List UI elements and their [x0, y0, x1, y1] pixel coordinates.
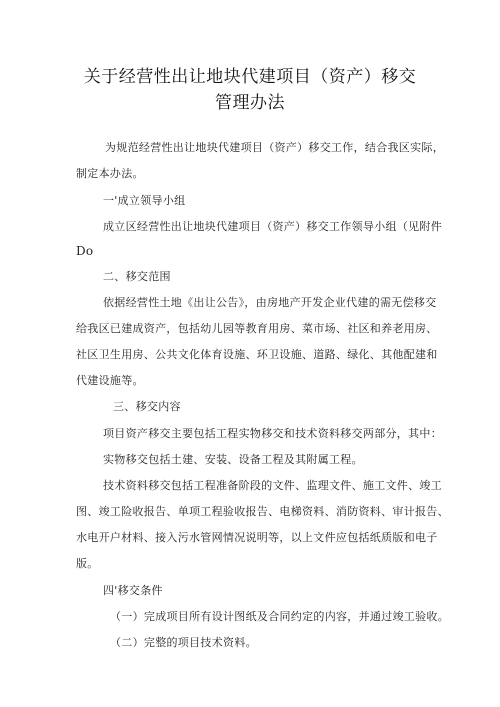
body-line-05: 依据经营性土地《出让公告》，由房地产开发企业代建的需无偿移交	[103, 296, 437, 309]
section-heading-1: 一'成立领导小组	[103, 194, 186, 207]
document-title-line2: 管理办法	[215, 93, 285, 113]
body-line-01: 为规范经营性出让地块代建项目（资产）移交工作，结合我区实际，	[105, 141, 444, 154]
body-line-06: 给我区已建成资产，包括幼儿园等教育用房、菜市场、社区和养老用房、	[76, 322, 438, 335]
document-title-line1: 关于经营性出让地块代建项目（资产）移交	[83, 67, 417, 87]
body-line-02: 制定本办法。	[76, 167, 144, 180]
body-line-07: 社区卫生用房、公共文化体育设施、环卫设施、道路、绿化、其他配建和	[76, 348, 438, 361]
section-heading-4: 四'移交条件	[103, 584, 163, 597]
body-line-14: 版。	[76, 557, 99, 570]
body-line-15: （一）完成项目所有设计图纸及合同约定的内容，并通过竣工验收。	[110, 610, 449, 623]
body-line-16: （二）完整的项目技术资料。	[110, 636, 257, 649]
body-line-12: 图、竣工险收报告、单项工程验收报告、电梯资料、消防资料、审计报告、	[76, 505, 449, 518]
body-line-09: 项目资产移交主要包括工程实物移交和技术资料移交两部分，其中：	[103, 427, 442, 440]
section-heading-3: 三、移交内容	[113, 400, 181, 413]
body-line-13: 水电开户材料、接入污水管网情况说明等，以上文件应包括纸质版和电子	[76, 531, 438, 544]
body-line-04: Do	[76, 244, 94, 258]
body-line-03: 成立区经营性出让地块代建项目（资产）移交工作领导小组（见附件	[103, 220, 442, 233]
body-line-08: 代建设施等。	[76, 374, 144, 387]
body-line-10: 实物移交包括土建、安装、设备工程及其附属工程。	[103, 453, 363, 466]
body-line-11: 技术资料移交包括工程准备阶段的文件、监理文件、施工文件、竣工	[103, 479, 442, 492]
section-heading-2: 二、移交范围	[103, 270, 171, 283]
